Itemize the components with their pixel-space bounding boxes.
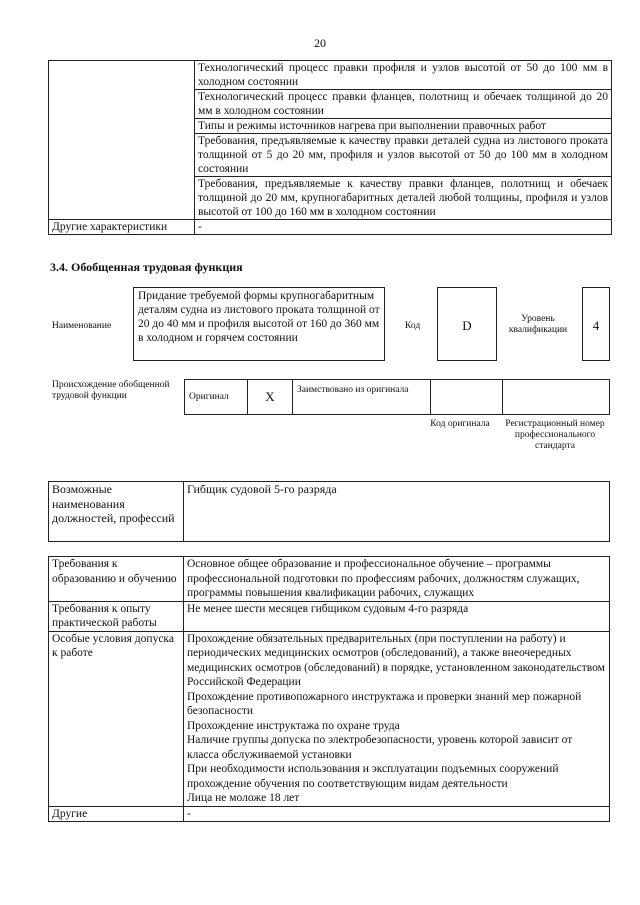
original-label: Оригинал xyxy=(185,380,248,415)
table-row: Требования, предъявляемые к качеству правки фланцев, полотнищ и обечаек толщиной до 20 мм, крупногабаритных деталей любой толщины, профиля и узлов высотой от 100 до 160 мм в холодном состоянии xyxy=(195,177,612,220)
list-item: Лица не моложе 18 лет xyxy=(187,792,300,804)
list-item: Прохождение противопожарного инструктажа и проверки знаний мер пожарной безопасности xyxy=(187,690,582,717)
table-row: Технологический процесс правки фланцев, полотнищ и обечаек толщиной до 20 мм в холодном состоянии xyxy=(195,90,612,119)
list-item: Прохождение обязательных предварительных (при поступлении на работу) и периодических медицинских осмотров (обследований), а также внеочередных медицинских осмотров (обследований) в порядке, установленном законодательством Российской Федерации xyxy=(187,632,605,688)
name-label: Наименование xyxy=(52,321,112,331)
origin-table xyxy=(184,379,610,415)
code-value: D xyxy=(437,287,497,361)
experience-value: Не менее шести месяцев гибщиком судовым 4-го разряда xyxy=(184,601,610,631)
other-characteristics-value: - xyxy=(195,220,612,235)
page-number: 20 xyxy=(314,36,326,50)
education-label: Требования к образованию и обучению xyxy=(49,557,184,602)
conditions-value xyxy=(184,631,610,806)
table-row: Типы и режимы источников нагрева при выполнении правочных работ xyxy=(195,119,612,134)
list-item: Прохождение инструктажа по охране труда xyxy=(187,719,400,732)
conditions-label: Особые условия допуска к работе xyxy=(49,631,184,806)
registration-caption: Регистрационный номер профессионального стандарта xyxy=(505,419,605,451)
other-label: Другие xyxy=(49,806,184,822)
code-caption: Код оригинала xyxy=(430,419,490,429)
level-value: 4 xyxy=(582,287,610,361)
table-row: Технологический процесс правки профиля и узлов высотой от 50 до 100 мм в холодном состоянии xyxy=(195,61,612,90)
positions-table xyxy=(48,481,610,542)
characteristics-table xyxy=(48,60,612,235)
function-name: Придание требуемой формы крупногабаритным деталям судна из листового проката толщиной от 20 до 40 мм и профиля высотой от 160 до 360 мм в холодном и горячем состоянии xyxy=(133,287,385,361)
requirements-table xyxy=(48,556,610,822)
experience-label: Требования к опыту практической работы xyxy=(49,601,184,631)
section-heading: 3.4. Обобщенная трудовая функция xyxy=(50,260,243,274)
origin-label: Происхождение обобщенной трудовой функции xyxy=(52,380,170,401)
code-label: Код xyxy=(405,321,421,331)
table-row: Требования, предъявляемые к качеству правки деталей судна из листового проката толщиной от 5 до 20 мм, профиля и узлов высотой от 50 до 100 мм в холодном состоянии xyxy=(195,134,612,177)
origin-code-cell xyxy=(431,380,503,415)
list-item: При необходимости использования и эксплуатации подъемных сооружений прохождение обучения по соответствующим видам деятельности xyxy=(187,763,559,790)
positions-value: Гибщик судовой 5-го разряда xyxy=(184,482,610,542)
other-value: - xyxy=(184,806,610,822)
registration-number-cell xyxy=(503,380,610,415)
list-item: Наличие группы допуска по электробезопасности, уровень которой зависит от класса обслуживаемой установки xyxy=(187,734,573,761)
positions-label: Возможные наименования должностей, профессий xyxy=(49,482,184,542)
empty-cell xyxy=(49,61,195,220)
level-label: Уровень квалификации xyxy=(508,314,568,335)
original-mark: X xyxy=(248,380,293,415)
education-value: Основное общее образование и профессиональное обучение – программы профессиональной подготовки по профессиям рабочих, должностям служащих, программы повышения квалификации рабочих, служащих xyxy=(184,557,610,602)
other-characteristics-label: Другие характеристики xyxy=(49,220,195,235)
borrowed-label: Заимствовано из оригинала xyxy=(293,380,431,415)
